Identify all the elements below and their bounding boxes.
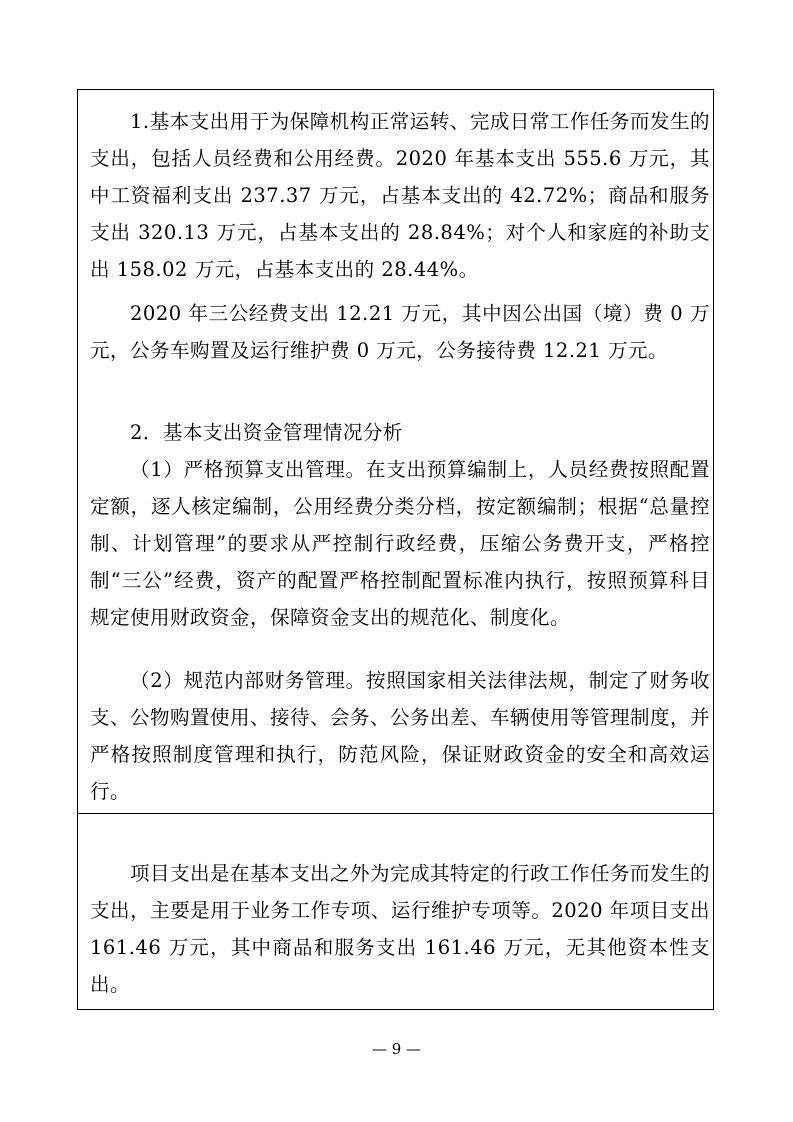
paragraph-project-expenditure: 项目支出是在基本支出之外为完成其特定的行政工作任务而发生的支出，主要是用于业务工作专项、运行维护专项等。2020 年项目支出 161.46 万元，其中商品和服务支出 161.46 万元，无其他资本性支出。 [90, 862, 711, 996]
paragraph-three-public-expenses: 2020 年三公经费支出 12.21 万元，其中因公出国（境）费 0 万元，公务车购置及运行维护费 0 万元，公务接待费 12.21 万元。 [90, 302, 710, 362]
paragraph-financial-management: （2）规范内部财务管理。按照国家相关法律法规，制定了财务收支、公物购置使用、接待、会务、公务出差、车辆使用等管理制度，并严格按照制度管理和执行，防范风险，保证财政资金的安全和高效运行。 [90, 669, 711, 803]
row-divider [78, 813, 713, 814]
paragraph-budget-management: （1）严格预算支出管理。在支出预算编制上，人员经费按照配置定额，逐人核定编制，公用经费分类分档，按定额编制；根据“总量控制、计划管理”的要求从严控制行政经费，压缩公务费开支，严格控制“三公”经费，资产的配置严格控制配置标准内执行，按照预算科目规定使用财政资金，保障资金支出的规范化、制度化。 [90, 458, 710, 629]
heading-basic-expenditure-management: 2．基本支出资金管理情况分析 [130, 421, 403, 444]
page-number: — 9 — [371, 1040, 422, 1058]
paragraph-basic-expenditure: 1.基本支出用于为保障机构正常运转、完成日常工作任务而发生的支出，包括人员经费和公用经费。2020 年基本支出 555.6 万元，其中工资福利支出 237.37 万元，占基本支出的 42.72%；商品和服务支出 320.13 万元，占基本支出的 28.84%；对个人和家庭的补助支出 158.02 万元，占基本支出的 28.44%。 [90, 110, 710, 281]
